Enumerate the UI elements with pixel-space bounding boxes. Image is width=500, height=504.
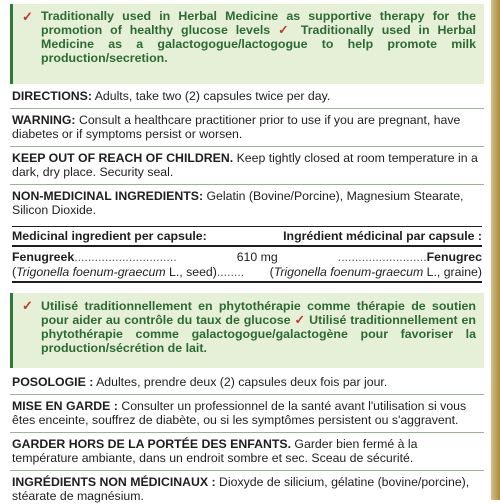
leader-dots: .......................... <box>337 250 427 264</box>
paren: ( <box>269 264 274 279</box>
claim-en-part1: Traditionally used in Herbal Medicine as supportive therapy for the promotion of healthy glucose levels <box>41 9 476 37</box>
gold-edge-bar <box>491 0 500 500</box>
mise-text: Consulter un professionnel de la santé avant l'utilisation si vous êtes enceinte, souffrez de diabète, ou si les symptômes persistent ou s'aggravent. <box>12 398 467 427</box>
claim-fr-part1: Utilisé traditionnellement en phytothérapie comme thérapie de soutien pour aider au contrôle du taux de glucose <box>41 299 476 327</box>
directions-text: Adults, take two (2) capsules twice per day. <box>94 89 331 103</box>
divider <box>10 108 484 109</box>
latin-name-en: Trigonella foenum-graecum <box>16 264 166 279</box>
divider <box>10 394 484 395</box>
leader-dots: .............................. <box>74 250 177 264</box>
nmi-text: Gelatin (Bovine/Porcine), Magnesium Stearate, Silicon Dioxide. <box>12 188 464 217</box>
table-row <box>12 265 482 280</box>
checkmark-icon: ✓ <box>294 313 306 327</box>
checkmark-icon: ✓ <box>278 23 293 37</box>
divider <box>10 432 484 433</box>
table-header-en: Medicinal ingredient per capsule: <box>12 228 207 243</box>
warning-text: Consult a healthcare practitioner prior to use if you are pregnant, have diabetes or if symptoms persist or worsen. <box>12 112 461 141</box>
garder-fr <box>10 437 484 466</box>
table-row <box>12 250 482 265</box>
keep-label: KEEP OUT OF REACH OF CHILDREN. <box>12 150 234 165</box>
ingredients-fr <box>10 475 484 504</box>
divider <box>10 470 484 471</box>
claim-fr-part2: Utilisé traditionnellement en phytothérapie comme galactogogue/galactogène pour favoriser la production/sécrétion de lait. <box>41 313 476 355</box>
claim-box-fr <box>10 293 484 368</box>
ingredient-name-fr: Fenugrec <box>426 250 482 264</box>
nmi-label: NON-MEDICINAL INGREDIENTS: <box>12 188 204 203</box>
warning-en <box>10 113 484 142</box>
ingredient-table-header <box>12 226 482 248</box>
latin-name-fr: Trigonella foenum-graecum <box>273 264 424 279</box>
posologie-fr <box>10 375 484 390</box>
ingredient-name-en: Fenugreek <box>12 250 75 264</box>
posologie-label: POSOLOGIE : <box>12 375 94 389</box>
divider <box>10 146 484 147</box>
latin-suffix-fr: L., graine) <box>423 264 482 279</box>
garder-label: GARDER HORS DE LA PORTÉE DES ENFANTS. <box>12 436 291 451</box>
ingr-label: INGRÉDIENTS NON MÉDICINAUX : <box>12 474 216 489</box>
checkmark-icon: ✓ <box>22 298 33 313</box>
leader-dots: ........ <box>216 264 245 279</box>
table-header-fr: Ingrédient médicinal par capsule : <box>283 228 482 243</box>
checkmark-icon: ✓ <box>22 9 33 24</box>
divider <box>10 184 484 185</box>
ingredient-amount: 610 mg <box>236 250 278 264</box>
ingredient-table <box>10 226 484 284</box>
claim-box-en <box>10 4 484 84</box>
warning-label: WARNING: <box>12 112 76 127</box>
directions-en <box>10 89 484 104</box>
paren: ( <box>12 264 17 279</box>
latin-suffix-en: L., seed) <box>165 264 217 279</box>
ingr-text: Dioxyde de silicium, gélatine (bovine/porcine), stéarate de magnésium. <box>12 474 470 503</box>
keep-text: Keep tightly closed at room temperature in a dark, dry place. Security seal. <box>12 150 478 179</box>
mise-en-garde-fr <box>10 399 484 428</box>
nmi-en <box>10 189 484 218</box>
keep-away-en <box>10 151 484 180</box>
claim-en-part2: Traditionally used in Herbal Medicine as a galactogogue/lactogogue to help promote milk production/secretion. <box>41 23 477 65</box>
mise-label: MISE EN GARDE : <box>12 398 118 413</box>
posologie-text: Adultes, prendre deux (2) capsules deux fois par jour. <box>96 375 388 389</box>
directions-label: DIRECTIONS: <box>12 89 92 103</box>
table-bottom-rule <box>12 281 482 283</box>
garder-text: Garder bien fermé à la température ambiante, dans un endroit sombre et sec. Sceau de sécurité. <box>12 436 418 465</box>
label-panel <box>10 0 484 504</box>
